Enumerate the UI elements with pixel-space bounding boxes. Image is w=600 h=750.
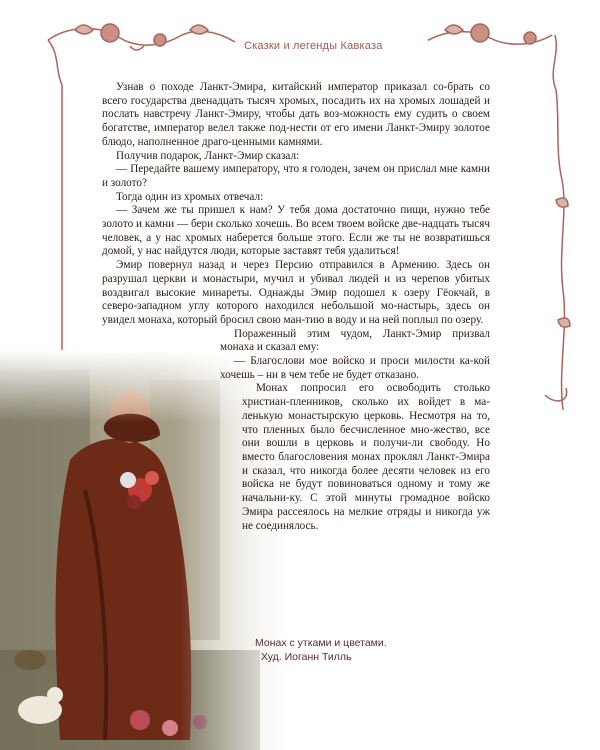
paragraph-1: Узнав о походе Ланкт-Эмира, китайский император приказал со-брать со всего государства двенадцать тысяч хромых, посадить их на хромых лошадей и послать навстречу Ланкт-Эмиру, чтобы дать воз-можность ему судить о своем богатстве, император велел также под-нести от его имени Ланкт-Эмиру золотое блюдо, наполненное драго-ценными камнями. [102,81,490,148]
paragraph-7: Пораженный этим чудом, Ланкт-Эмир призвал монаха и сказал ему: [220,327,490,354]
caption-artist: Худ. Иоганн Тилль [261,651,352,663]
paragraph-8: — Благослови мое войско и проси милости ка-кой хочешь – ни в чем тебе не будет отказано. [220,355,490,381]
paragraph-2: Получив подарок, Ланкт-Эмир сказал: [116,149,300,162]
top-left-rose-ornament [48,24,235,85]
illustration-caption [255,636,475,664]
paragraph-3: — Передайте вашему императору, что я голоден, зачем он прислал мне камни и золото? [102,163,490,189]
running-header: Сказки и легенды Кавказа [240,40,428,56]
right-border-ornament [545,90,570,410]
paragraph-9: Монах попросил его освободить столько христиан-пленников, сколько их войдет в ма-ленькую монастырскую церковь. Несмотря на то, что пленных было бесчисленное мно-жество, все они вошли в церковь и получи-ли свободу. Но вместо благословения монах проклял Ланкт-Эмира и сказал, что никогда более десяти человек из его войска не будут повиноваться одному и тому же начальни-ку. С этой минуты громадное войско Эмира рассеялось на мелкие отряды и никогда уж не соединялось. [242,382,490,532]
paragraph-4: Тогда один из хромых отвечал: [116,190,264,203]
paragraph-6: Эмир повернул назад и через Персию отправился в Армению. Здесь он разрушал церкви и монастыри, мучил и убивал людей и из черепов убитых воздвигал высокие минареты. Однажды Эмир подошел к озеру Гёокчай, в северо-западном углу которого находился небольшой мо-настырь, здесь он увидел монаха, который бросил свою ман-тию в воду и на ней поплыл по озеру. [102,259,490,326]
main-text-column [102,81,490,533]
paragraph-5: — Зачем же ты пришел к нам? У тебя дома достаточно пищи, нужно тебе золото и камни — бери сколько хочешь. Во всем твоем войске две-надцать тысяч человек, а у нас хромых наберется больше этого. Если же ты не возвратишься домой, у нас найдутся люди, которые заставят тебя удалиться! [102,204,490,258]
caption-title: Монах с утками и цветами. [255,637,387,649]
